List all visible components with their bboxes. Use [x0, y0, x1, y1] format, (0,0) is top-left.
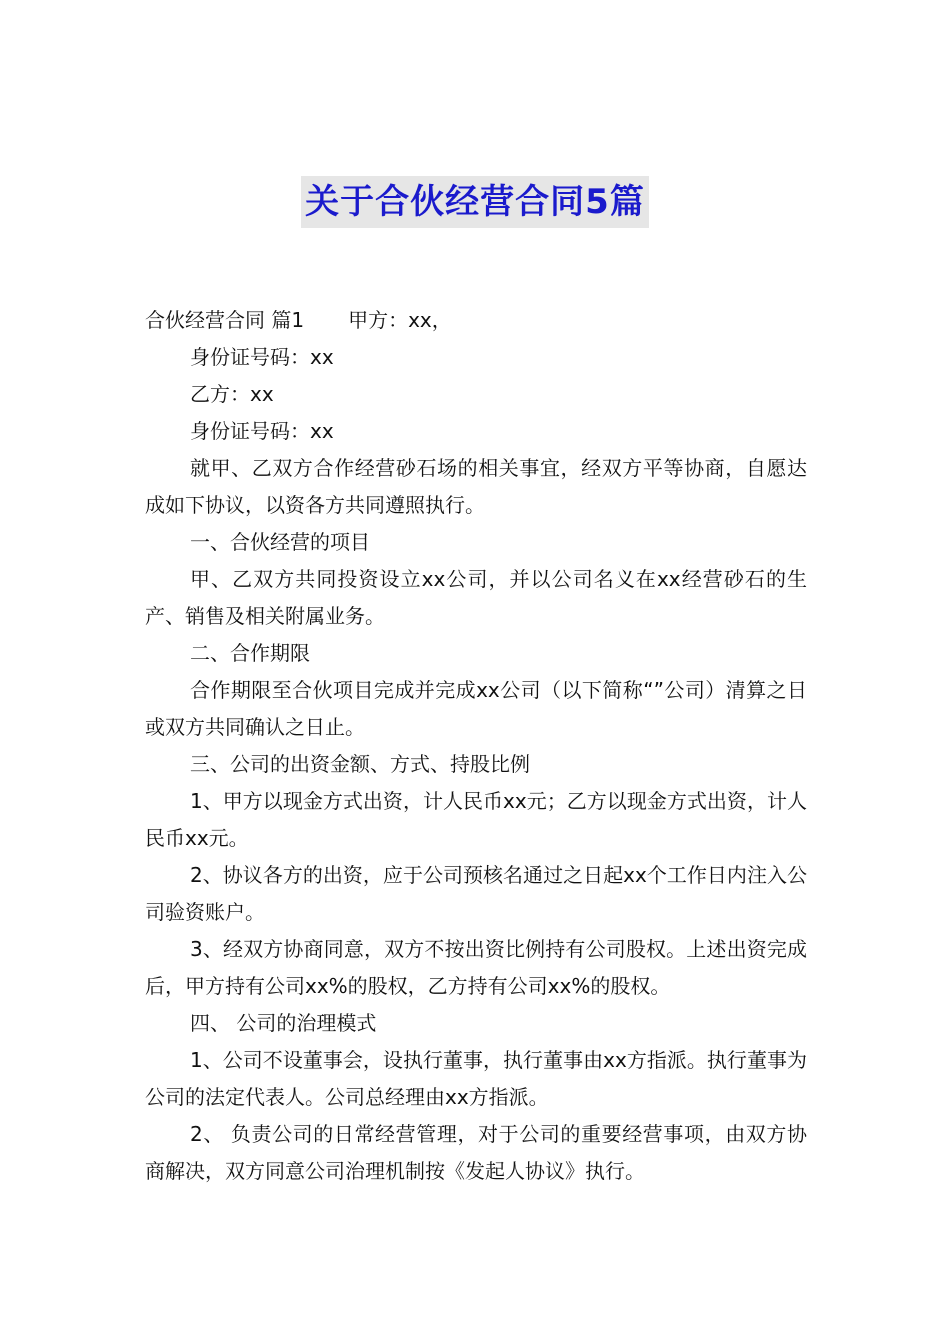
first-line: [145, 302, 807, 339]
paragraph: 合作期限至合伙项目完成并完成xx公司（以下简称“”公司）清算之日或双方共同确认之日止。: [145, 678, 807, 739]
paragraph: 2、协议各方的出资，应于公司预核名通过之日起xx个工作日内注入公司验资账户。: [145, 863, 807, 924]
paragraph: 1、公司不设董事会，设执行董事，执行董事由xx方指派。执行董事为公司的法定代表人。公司总经理由xx方指派。: [145, 1048, 807, 1109]
paragraph: 乙方：xx: [190, 382, 274, 406]
section-heading: 二、合作期限: [190, 641, 310, 665]
section-heading: 四、 公司的治理模式: [190, 1011, 377, 1035]
document-body: [145, 302, 807, 1190]
document-title: 关于合伙经营合同5篇: [301, 176, 649, 228]
section-heading: 一、合伙经营的项目: [190, 530, 370, 554]
title-container: [0, 176, 950, 228]
paragraph: 甲、乙双方共同投资设立xx公司，并以公司名义在xx经营砂石的生产、销售及相关附属业务。: [145, 567, 807, 628]
party-a-line: 甲方：xx，: [348, 308, 452, 332]
paragraph: 就甲、乙双方合作经营砂石场的相关事宜，经双方平等协商，自愿达成如下协议，以资各方共同遵照执行。: [145, 456, 807, 517]
paragraph: 身份证号码：xx: [190, 419, 334, 443]
paragraph: 1、甲方以现金方式出资，计人民币xx元；乙方以现金方式出资，计人民币xx元。: [145, 789, 807, 850]
paragraph: 身份证号码：xx: [190, 345, 334, 369]
section-heading: 三、公司的出资金额、方式、持股比例: [190, 752, 530, 776]
paragraph: 3、经双方协商同意，双方不按出资比例持有公司股权。上述出资完成后，甲方持有公司xx%的股权，乙方持有公司xx%的股权。: [145, 937, 807, 998]
contract-heading: 合伙经营合同 篇1: [145, 308, 305, 332]
paragraph: 2、 负责公司的日常经营管理，对于公司的重要经营事项，由双方协商解决，双方同意公司治理机制按《发起人协议》执行。: [145, 1122, 807, 1183]
